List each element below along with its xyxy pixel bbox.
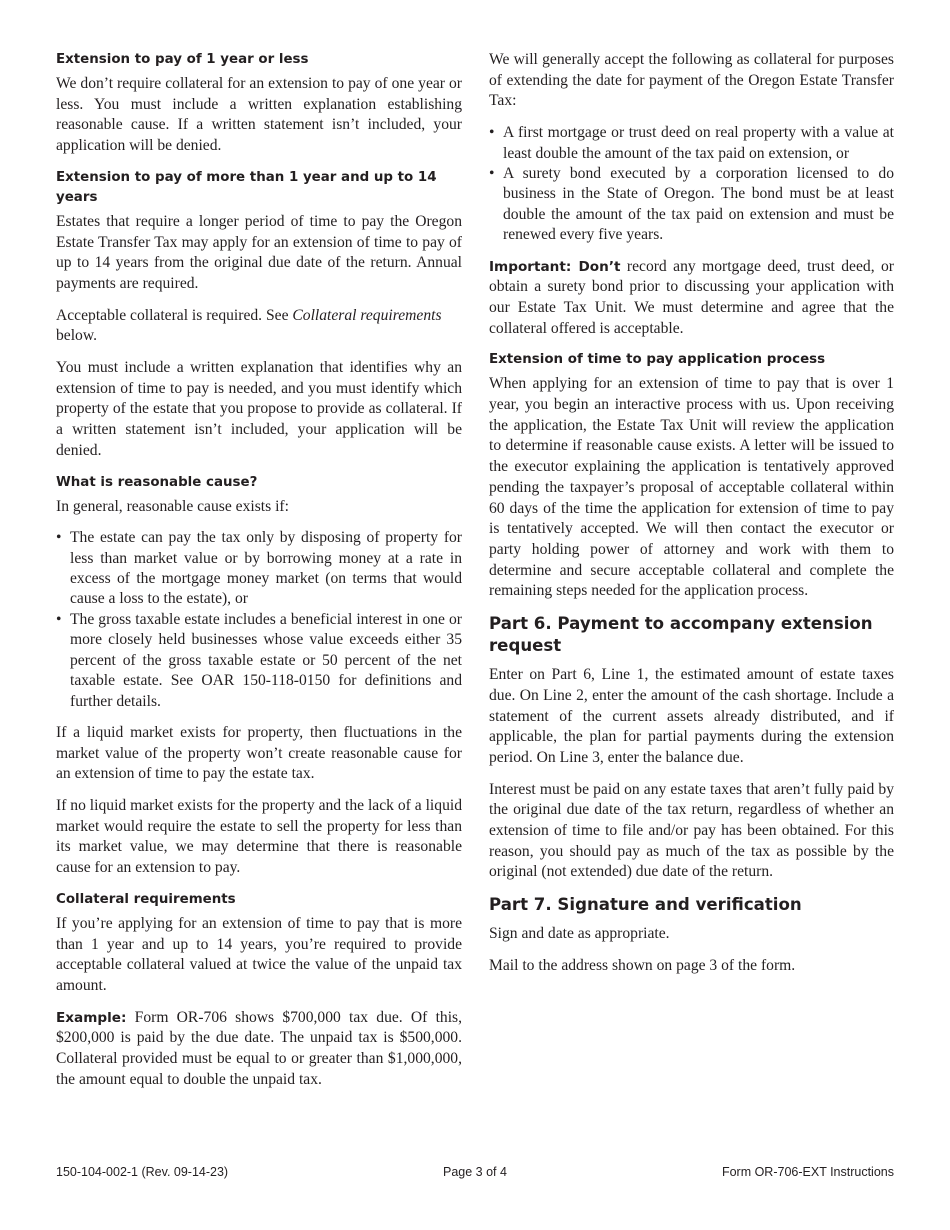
list-item-text: The gross taxable estate includes a beneficial interest in one or more closely held businesses whose value exceeds either 35 percent of the gross taxable estate or 50 percent of the net taxable estate. See OAR 150-118-0150 for definitions and further details. — [70, 610, 462, 710]
collateral-accept-intro: We will generally accept the following as collateral for purposes of extending the date for payment of the Oregon Estate Transfer Tax: — [489, 51, 894, 110]
reasonable-cause-list — [56, 528, 462, 712]
process-heading: Extension of time to pay application process — [489, 352, 826, 368]
ext1-heading: Extension to pay of 1 year or less — [56, 52, 309, 67]
bullet-icon: • — [56, 610, 62, 628]
page-number: Page 3 of 4 — [443, 1165, 507, 1179]
ext14-p2-text-b: below. — [56, 327, 97, 345]
bullet-icon: • — [489, 124, 495, 142]
collateral-paragraph: If you’re applying for an extension of time to pay that is more than 1 year and up to 14 years, you’re required to provide acceptable collateral valued at twice the value of the unpaid tax amount. — [56, 914, 462, 994]
list-item — [489, 164, 894, 246]
ext14-paragraph-2 — [56, 306, 462, 347]
list-item-text: A first mortgage or trust deed on real property with a value at least double the amount of the tax paid on extension, or — [503, 124, 894, 162]
process-paragraph: When applying for an extension of time to pay that is over 1 year, you begin an interactive process with us. Upon receiving the application, the Estate Tax Unit will review the application to determine if reasonable cause exists. A letter will be issued to the executor explaining the application is tentatively approved pending the taxpayer’s proposal of acceptable collateral within 60 days of the time the application for extension of time to pay is tentatively accepted. We will then contact the executor or party holding power of attorney and work with them to determine and secure acceptable collateral and complete the remaining steps needed for the application process. — [489, 375, 894, 600]
reasonable-cause-heading: What is reasonable cause? — [56, 474, 258, 490]
part7-heading: Part 7. Signature and verification — [489, 895, 802, 915]
part6-paragraph-2: Interest must be paid on any estate taxes that aren’t fully paid by the original due date of the tax return, regardless of whether an extension of time to file and/or pay has been obtained. For this reason, you should pay as much of the tax as possible by the original (not extended) due date of the return. — [489, 780, 894, 881]
important-text: record any mortgage deed, trust deed, or obtain a surety bond prior to discussing your application with our Estate Tax Unit. We must determine and agree that the collateral offered is acceptable. — [489, 257, 894, 337]
example-label: Example: — [56, 1009, 127, 1026]
part6-heading: Part 6. Payment to accompany extension request — [489, 614, 873, 656]
list-item — [56, 528, 462, 610]
important-paragraph — [489, 257, 894, 340]
list-item — [56, 610, 462, 712]
important-label: Important: Don’t — [489, 258, 621, 275]
bullet-icon: • — [56, 529, 62, 547]
liquid-market-paragraph-2: If no liquid market exists for the property and the lack of a liquid market would require the estate to sell the property for less than its market value, we may determine that there is reasonable cause for an extension to pay. — [56, 797, 462, 877]
list-item — [489, 123, 894, 164]
form-title: Form OR-706-EXT Instructions — [721, 1165, 894, 1179]
collateral-heading: Collateral requirements — [56, 891, 236, 907]
ext14-p2-text-a: Acceptable collateral is required. See — [56, 306, 293, 324]
left-column — [56, 50, 462, 1101]
liquid-market-paragraph-1: If a liquid market exists for property, then fluctuations in the market value of the property won’t create reasonable cause for an extension of time to pay the estate tax. — [56, 723, 462, 783]
right-column — [489, 50, 894, 988]
example-text: Form OR-706 shows $700,000 tax due. Of this, $200,000 is paid by the due date. The unpaid tax is $500,000. Collateral provided must be equal to or greater than $1,000,000, the amount equal to double the unpaid tax. — [56, 1008, 462, 1088]
list-item-text: The estate can pay the tax only by disposing of property for less than market value or by borrowing money at a rate in excess of the mortgage money market (on terms that would cause a loss to the estate), or — [70, 529, 462, 608]
list-item-text: A surety bond executed by a corporation licensed to do business in the State of Oregon. The bond must be at least double the amount of the tax paid on extension and must be renewed every five years. — [503, 164, 894, 244]
reasonable-cause-intro: In general, reasonable cause exists if: — [56, 497, 289, 515]
form-number: 150-104-002-1 (Rev. 09-14-23) — [56, 1165, 229, 1179]
page-footer — [56, 1165, 894, 1181]
ext14-paragraph-3: You must include a written explanation that identifies why an extension of time to pay is needed, and you must identify which property of the estate that you propose to provide as collateral. If a written statement isn’t included, your application will be denied. — [56, 359, 462, 459]
part7-paragraph-1: Sign and date as appropriate. — [489, 925, 670, 943]
example-paragraph — [56, 1008, 462, 1091]
part7-paragraph-2: Mail to the address shown on page 3 of the form. — [489, 956, 796, 974]
ext14-heading: Extension to pay of more than 1 year and up to 14 years — [56, 169, 437, 205]
ext14-paragraph-1: Estates that require a longer period of time to pay the Oregon Estate Transfer Tax may apply for an extension of time to pay of up to 14 years from the original due date of the return. Annual payments are required. — [56, 212, 462, 292]
collateral-accept-list — [489, 123, 894, 245]
collateral-reference: Collateral requirements — [292, 306, 442, 324]
part6-paragraph-1: Enter on Part 6, Line 1, the estimated amount of estate taxes due. On Line 2, enter the amount of the cash shortage. Include a statement of the current assets already distributed, and if applicable, the plan for partial payments during the extension period. On Line 3, enter the balance due. — [489, 666, 894, 766]
ext1-paragraph: We don’t require collateral for an extension to pay of one year or less. You must include a written explanation establishing reasonable cause. If a written statement isn’t included, your application will be denied. — [56, 75, 462, 155]
bullet-icon: • — [489, 164, 495, 182]
